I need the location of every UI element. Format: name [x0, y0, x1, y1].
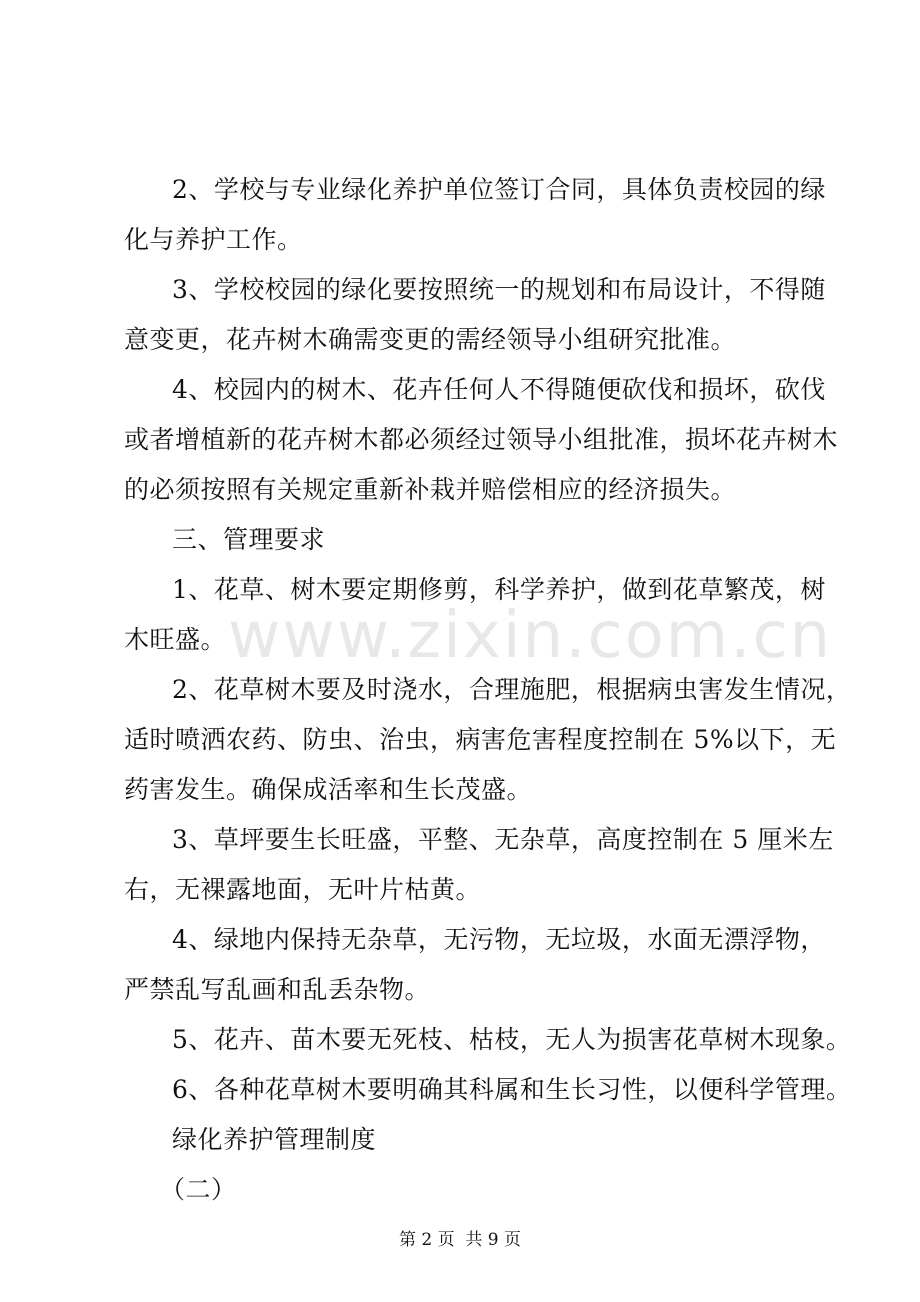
paragraph-line: 或者增植新的花卉树木都必须经过领导小组批准，损坏花卉树木	[124, 425, 839, 454]
paragraph-line: 适时喷洒农药、防虫、治虫，病害危害程度控制在 5%以下，无	[124, 725, 837, 754]
paragraph-line: 木旺盛。	[124, 625, 227, 654]
paragraph-line: 右，无裸露地面，无叶片枯黄。	[124, 875, 482, 904]
paragraph-line: 4、绿地内保持无杂草，无污物，无垃圾，水面无漂浮物，	[172, 925, 826, 954]
paragraph-line: 药害发生。确保成活率和生长茂盛。	[124, 775, 533, 804]
paragraph-line: 意变更，花卉树木确需变更的需经领导小组研究批准。	[124, 325, 737, 354]
paragraph-line: 严禁乱写乱画和乱丢杂物。	[124, 975, 431, 1004]
paragraph-line: 3、学校校园的绿化要按照统一的规划和布局设计，不得随	[172, 275, 826, 304]
paragraph-line: 4、校园内的树木、花卉任何人不得随便砍伐和损坏，砍伐	[172, 375, 826, 404]
paragraph-line: 5、花卉、苗木要无死枝、枯枝，无人为损害花草树木现象。	[172, 1025, 852, 1054]
document-title-line: 绿化养护管理制度	[172, 1125, 377, 1154]
paragraph-line: 6、各种花草树木要明确其科属和生长习性，以便科学管理。	[172, 1075, 852, 1104]
paragraph-line: 2、学校与专业绿化养护单位签订合同，具体负责校园的绿	[172, 175, 826, 204]
page-number-footer: 第 2 页 共 9 页	[398, 1230, 522, 1250]
paragraph-line: 化与养护工作。	[124, 225, 303, 254]
watermark: www.zixin.com.cn	[228, 599, 833, 673]
paragraph-line: 1、花草、树木要定期修剪，科学养护，做到花草繁茂，树	[172, 575, 826, 604]
section-number: （二）	[160, 1175, 237, 1204]
section-heading: 三、管理要求	[172, 525, 326, 554]
paragraph-line: 的必须按照有关规定重新补栽并赔偿相应的经济损失。	[124, 475, 737, 504]
paragraph-line: 3、草坪要生长旺盛，平整、无杂草，高度控制在 5 厘米左	[172, 825, 834, 854]
paragraph-line: 2、花草树木要及时浇水，合理施肥，根据病虫害发生情况，	[172, 675, 852, 704]
